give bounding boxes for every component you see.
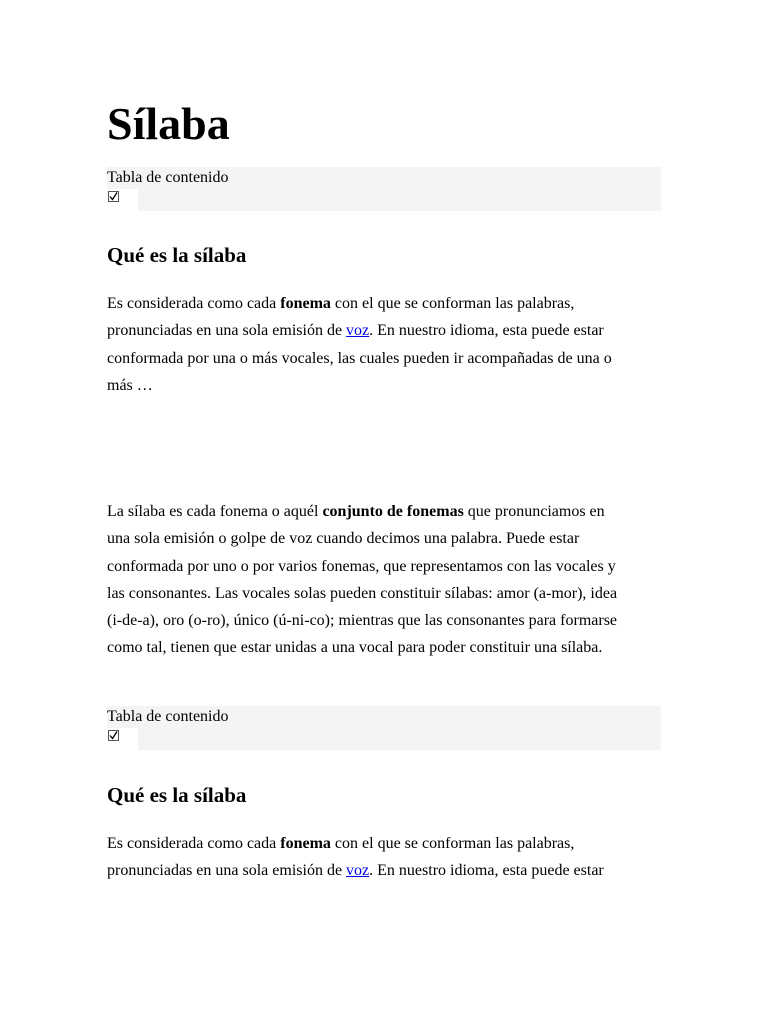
text-line: más … [107, 376, 153, 394]
table-of-contents [107, 706, 661, 750]
text-line: Es considerada como cada fonema con el que se conforman las palabras, [107, 295, 575, 312]
text-line: Es considerada como cada fonema con el que se conforman las palabras, [107, 835, 575, 852]
text-line: pronunciadas en una sola emisión de voz. En nuestro idioma, esta puede estar [107, 862, 604, 880]
toc-label: Tabla de contenido [107, 169, 229, 186]
checkmark-icon [109, 731, 118, 740]
text-line: conformada por una o más vocales, las cuales pueden ir acompañadas de una o [107, 349, 612, 367]
intro-paragraph [107, 830, 652, 885]
section-heading: Qué es la sílaba [107, 783, 247, 807]
intro-paragraph [107, 290, 652, 399]
section-heading: Qué es la sílaba [107, 243, 247, 267]
text-line: (i-de-a), oro (o-ro), único (ú-ni-co); mientras que las consonantes para formarse [107, 612, 618, 630]
checkmark-icon [109, 192, 118, 201]
page-title: Sílaba [107, 98, 230, 149]
body-paragraph [107, 498, 652, 662]
toc-toggle-checkbox[interactable] [108, 730, 119, 741]
toc-label: Tabla de contenido [107, 708, 229, 725]
text-line: conformada por uno o por varios fonemas, que representamos con las vocales y [107, 557, 616, 575]
table-of-contents [107, 167, 661, 211]
text-line: La sílaba es cada fonema o aquél conjunto de fonemas que pronunciamos en [107, 503, 605, 520]
text-line: como tal, tienen que estar unidas a una vocal para poder constituir una sílaba. [107, 639, 603, 657]
text-line: las consonantes. Las vocales solas pueden constituir sílabas: amor (a-mor), idea [107, 584, 618, 602]
voz-link[interactable]: voz [346, 322, 370, 340]
voz-link[interactable]: voz [346, 862, 370, 880]
toc-toggle-checkbox[interactable] [108, 191, 119, 202]
text-line: pronunciadas en una sola emisión de voz. En nuestro idioma, esta puede estar [107, 322, 604, 340]
text-line: una sola emisión o golpe de voz cuando decimos una palabra. Puede estar [107, 530, 580, 548]
